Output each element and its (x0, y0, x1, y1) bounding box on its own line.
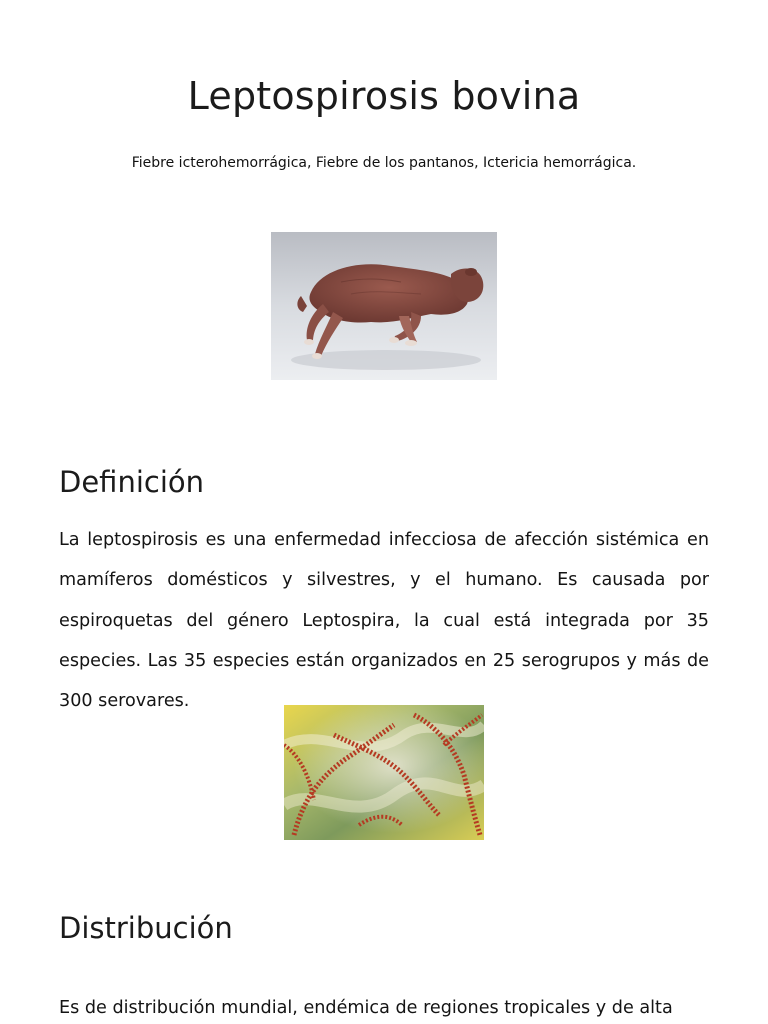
section-body-definicion: La leptospirosis es una enfermedad infecciosa de afección sistémica en mamíferos domésticos y silvestres, y el humano. Es causada por espiroquetas del género Leptospira, la cual está integrada por 35 especies. Las 35 especies están organizados en 25 serogrupos y más de 300 serovares. (59, 530, 709, 712)
section-heading-distribucion: Distribución (59, 911, 233, 945)
section-body-distribucion: Es de distribución mundial, endémica de regiones tropicales y de alta (59, 998, 673, 1018)
section-heading-definicion: Definición (59, 465, 204, 499)
leptospira-illustration (284, 705, 484, 840)
leptospira-illustration-image (284, 705, 484, 840)
calf-photo (271, 232, 497, 380)
page-title: Leptospirosis bovina (187, 74, 581, 118)
page-subtitle: Fiebre icterohemorrágica, Fiebre de los pantanos, Ictericia hemorrágica. (131, 155, 637, 171)
calf-photo-image (271, 232, 497, 380)
